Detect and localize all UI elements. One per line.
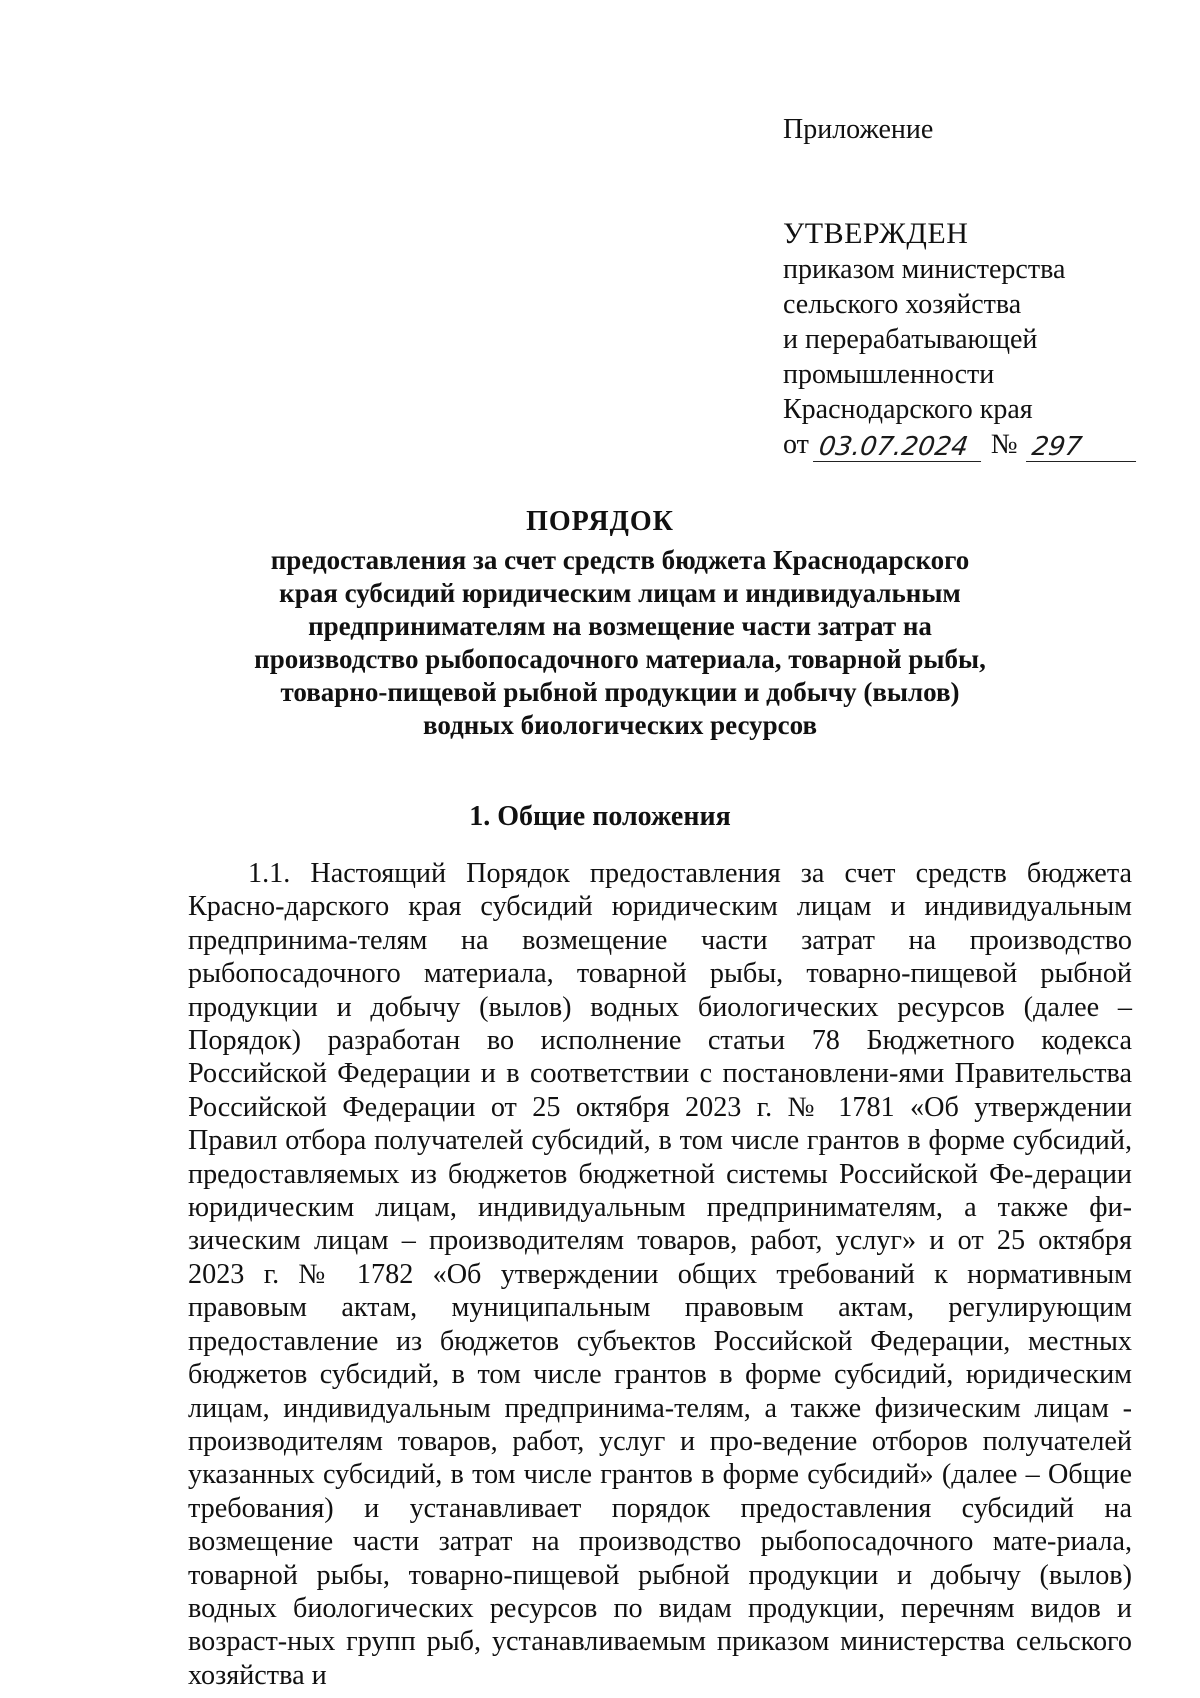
approval-line: Краснодарского края <box>783 394 1033 425</box>
handwritten-order-date: 03.07.2024 <box>813 433 985 462</box>
approval-line: и перерабатывающей <box>783 324 1038 355</box>
approval-line: сельского хозяйства <box>783 289 1022 320</box>
section-heading: 1. Общие положения <box>469 801 731 832</box>
date-prefix: от <box>783 429 809 460</box>
document-title: ПОРЯДОК <box>526 506 674 537</box>
body-paragraph: 1.1. Настоящий Порядок предоставления за счет средств бюджета Красно-дарского края субсидий юридическим лицам и индивидуальным предпринима-телям на возмещение части затрат на производство рыбопосадочного материала, товарной рыбы, товарно-пищевой рыбной продукции и добычу (вылов) водных биологических ресурсов (далее – Порядок) разработан во исполнение статьи 78 Бюджетного кодекса Российской Федерации и в соответствии с постановлени-ями Правительства Российской Федерации от 25 октября 2023 г. № 1781 «Об утверждении Правил отбора получателей субсидий, в том числе грантов в форме субсидий, предоставляемых из бюджетов бюджетной системы Российской Фе-дерации юридическим лицам, индивидуальным предпринимателям, а также фи-зическим лицам – производителям товаров, работ, услуг» и от 25 октября 2023 г. № 1782 «Об утверждении общих требований к нормативным правовым актам, муниципальным правовым актам, регулирующим предоставление из бюджетов субъектов Российской Федерации, местных бюджетов субсидий, в том числе грантов в форме субсидий, юридическим лицам, индивидуальным предпринима-телям, а также физическим лицам - производителям товаров, работ, услуг и про-ведение отборов получателей указанных субсидий, в том числе грантов в форме субсидий» (далее – Общие требования) и устанавливает порядок предоставления субсидий на возмещение части затрат на производство рыбопосадочного мате-риала, товарной рыбы, товарно-пищевой рыбной продукции и добычу (вылов) водных биологических ресурсов по видам продукции, перечням видов и возраст-ных групп рыб, устанавливаемым приказом министерства сельского хозяйства и <box>188 858 1132 1691</box>
approved-stamp-title: УТВЕРЖДЕН <box>783 217 969 250</box>
approval-line: приказом министерства <box>783 254 1066 285</box>
approval-block <box>783 112 1183 462</box>
handwritten-order-number: 297 <box>1026 433 1140 462</box>
approval-line: промышленности <box>783 359 995 390</box>
number-prefix: № <box>990 429 1018 460</box>
appendix-label: Приложение <box>783 114 934 145</box>
document-subtitle: предоставления за счет средств бюджета Краснодарского края субсидий юридическим лицам и индивидуальным предпринимателям на возмещение части затрат на производство рыбопосадочного материала, товарной рыбы, товарно-пищевой рыбной продукции и добычу (вылов) водных биологических ресурсов <box>254 545 986 740</box>
order-date-number-line <box>783 427 1183 462</box>
